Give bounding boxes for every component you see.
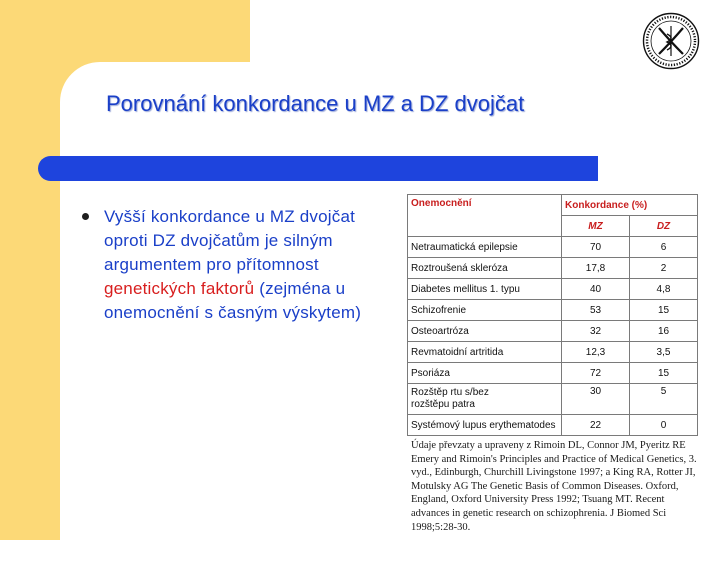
dz-cell: 15	[630, 300, 698, 321]
table-row	[408, 415, 698, 436]
table-row	[408, 363, 698, 384]
disease-cell: Roztroušená skleróza	[408, 258, 562, 279]
bullet-text-part1: Vyšší konkordance u MZ dvojčat oproti DZ dvojčatům je silným argumentem pro přítomnost	[104, 207, 356, 274]
dz-cell: 6	[630, 237, 698, 258]
disease-cell: Revmatoidní artritida	[408, 342, 562, 363]
mz-cell: 32	[562, 321, 630, 342]
mz-cell: 30	[562, 384, 630, 415]
header-concordance: Konkordance (%)	[562, 195, 698, 216]
bullet-text-highlight: genetických faktorů	[104, 279, 255, 298]
bullet-text	[104, 205, 394, 325]
disease-cell: Netraumatická epilepsie	[408, 237, 562, 258]
title-underline-bar	[38, 156, 598, 181]
disease-line2: rozštěpu patra	[411, 399, 475, 410]
disease-cell: Systémový lupus erythematodes	[408, 415, 562, 436]
disease-cell: Psoriáza	[408, 363, 562, 384]
dz-cell: 15	[630, 363, 698, 384]
table-header-row	[408, 195, 698, 216]
table-row	[408, 258, 698, 279]
header-mz: MZ	[562, 216, 630, 237]
dz-cell: 3,5	[630, 342, 698, 363]
mz-cell: 17,8	[562, 258, 630, 279]
dz-cell: 16	[630, 321, 698, 342]
page-title: Porovnání konkordance u MZ a DZ dvojčat	[106, 91, 525, 116]
concordance-table	[407, 194, 698, 436]
table-row	[408, 300, 698, 321]
mz-cell: 72	[562, 363, 630, 384]
dz-cell: 0	[630, 415, 698, 436]
mz-cell: 22	[562, 415, 630, 436]
mz-cell: 12,3	[562, 342, 630, 363]
mz-cell: 70	[562, 237, 630, 258]
table-row	[408, 321, 698, 342]
disease-cell: Schizofrenie	[408, 300, 562, 321]
disease-cell	[408, 384, 562, 415]
table-row	[408, 342, 698, 363]
mz-cell: 40	[562, 279, 630, 300]
university-seal-icon	[642, 12, 700, 70]
bullet-dot-icon	[82, 213, 89, 220]
dz-cell: 4,8	[630, 279, 698, 300]
table-row	[408, 384, 698, 415]
header-disease: Onemocnění	[408, 195, 562, 237]
disease-cell: Diabetes mellitus 1. typu	[408, 279, 562, 300]
bullet-text-part2: (zejména u onemocnění s časným výskytem)	[104, 279, 362, 322]
mz-cell: 53	[562, 300, 630, 321]
dz-cell: 2	[630, 258, 698, 279]
table-row	[408, 237, 698, 258]
table-row	[408, 279, 698, 300]
disease-cell: Osteoartróza	[408, 321, 562, 342]
concordance-table-wrapper	[407, 194, 697, 438]
dz-cell: 5	[630, 384, 698, 415]
source-citation: Údaje převzaty a upraveny z Rimoin DL, Connor JM, Pyeritz RE Emery and Rimoin's Principles and Practice of Medical Genetics, 3. vyd., Edinburgh, Churchill Livingstone 1997; a King RA, Rotter JI, Motulsky AG The Genetic Basis of Common Diseases. Oxford, England, Oxford University Press 1992; Tsuang MT. Recent advances in genetic research on schizophrenia. J Biomed Sci 1998;5:28-30.	[411, 440, 697, 533]
disease-line1: Rozštěp rtu s/bez	[411, 387, 489, 398]
header-dz: DZ	[630, 216, 698, 237]
